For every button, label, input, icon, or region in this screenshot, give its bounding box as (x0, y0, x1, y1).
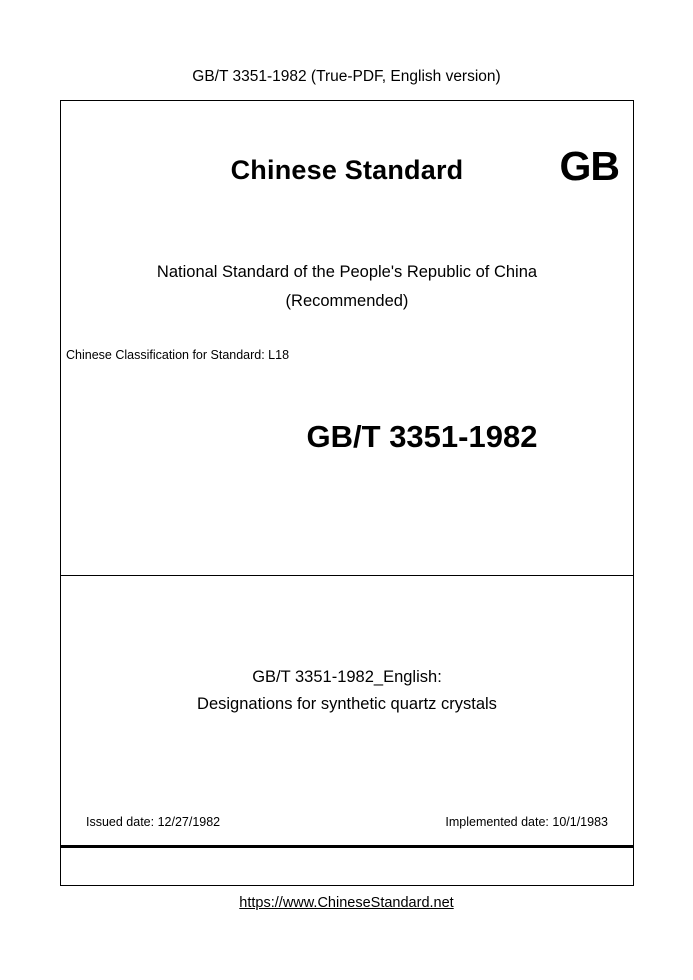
classification-text: Chinese Classification for Standard: L18 (66, 348, 290, 362)
gb-logo-mark: GB (559, 143, 619, 189)
english-title-line-1: GB/T 3351-1982_English: (252, 668, 442, 686)
issued-date: Issued date: 12/27/1982 (86, 815, 221, 829)
standard-number: GB/T 3351-1982 (306, 419, 538, 454)
national-standard-subtitle (61, 258, 633, 316)
national-standard-line-1: National Standard of the People's Republic of China (156, 263, 538, 281)
cover-lower-section (61, 576, 633, 846)
cover-upper-section (61, 101, 633, 576)
english-title-line-2: Designations for synthetic quartz crystals (197, 695, 497, 713)
page-header-title: GB/T 3351-1982 (True-PDF, English version) (192, 68, 501, 85)
dates-row (61, 815, 633, 829)
cover-bottom-bar (61, 846, 633, 885)
cover-frame (60, 100, 634, 886)
cover-title: Chinese Standard (230, 155, 464, 185)
footer-url-link[interactable]: https://www.ChineseStandard.net (239, 895, 454, 911)
english-title-block (61, 664, 633, 718)
national-standard-line-2: (Recommended) (285, 292, 409, 310)
implemented-date: Implemented date: 10/1/1983 (445, 815, 608, 829)
